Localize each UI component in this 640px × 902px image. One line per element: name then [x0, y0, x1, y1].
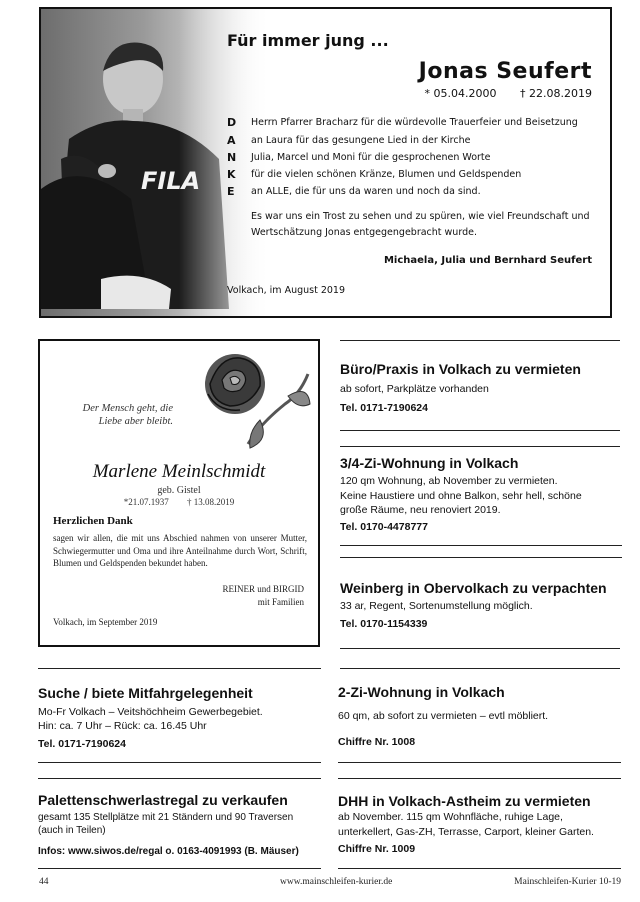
- place-date: Volkach, im August 2019: [227, 285, 346, 296]
- ad-contact: Tel. 0170-4478777: [340, 521, 428, 533]
- thanks-heading: Herzlichen Dank: [53, 515, 133, 527]
- divider: [38, 868, 321, 869]
- death-date: † 22.08.2019: [520, 87, 592, 100]
- ad-text: gesamt 135 Stellplätze mit 21 Ständern und 90 Traversen: [38, 812, 294, 823]
- ad-title: Büro/Praxis in Volkach zu vermieten: [340, 361, 581, 377]
- ad-text: Keine Haustiere und ohne Balkon, sehr hell, schöne: [340, 490, 582, 502]
- deceased-name: Jonas Seufert: [418, 59, 592, 84]
- thanks-text: sagen wir allen, die mit uns Abschied nahmen von unserer Mutter, Schwiegermutter und Oma und ihre Anteilnahme durch Wort, Schrift, Blumen und Geldspenden bekundet haben.: [53, 533, 307, 568]
- ad-text: Mo-Fr Volkach – Veitshöchheim Gewerbegebiet.: [38, 706, 263, 718]
- page-number: 44: [39, 877, 49, 887]
- ad-text: Hin: ca. 7 Uhr – Rück: ca. 16.45 Uhr: [38, 720, 207, 732]
- divider: [340, 545, 622, 546]
- danke-line: Herrn Pfarrer Bracharz für die würdevolle Trauerfeier und Beisetzung: [251, 117, 578, 128]
- ad-text: ab sofort, Parkplätze vorhanden: [340, 383, 489, 395]
- danke-letter: A: [227, 134, 236, 147]
- danke-line: für die vielen schönen Kränze, Blumen und Geldspenden: [251, 169, 522, 180]
- ad-text: (auch in Teilen): [38, 825, 106, 836]
- ad-text: 120 qm Wohnung, ab November zu vermieten.: [340, 475, 558, 487]
- danke-letter: K: [227, 168, 236, 181]
- signature-names: REINER und BIRGID: [222, 584, 304, 594]
- obituary-jonas: [39, 7, 612, 318]
- divider: [338, 868, 621, 869]
- divider: [340, 668, 620, 669]
- divider: [340, 446, 620, 447]
- ad-text: große Räume, neu renoviert 2019.: [340, 504, 501, 516]
- ad-text: 60 qm, ab sofort zu vermieten – evtl möbliert.: [338, 710, 549, 722]
- death-date: † 13.08.2019: [187, 497, 235, 507]
- signature-family: mit Familien: [257, 597, 304, 607]
- divider: [340, 557, 622, 558]
- ad-text: unterkellert, Gas-ZH, Terrasse, Carport, kleiner Garten.: [338, 826, 594, 838]
- life-dates: [405, 87, 592, 100]
- ad-contact: Infos: www.siwos.de/regal o. 0163-4091993 (B. Mäuser): [38, 846, 299, 857]
- memorial-photo: [41, 9, 271, 316]
- birth-date: *21.07.1937: [123, 497, 169, 507]
- ad-contact: Tel. 0171-7190624: [38, 738, 126, 750]
- ad-title: Palettenschwerlastregal zu verkaufen: [38, 792, 288, 808]
- signature: Michaela, Julia und Bernhard Seufert: [383, 255, 592, 266]
- danke-line: an Laura für das gesungene Lied in der Kirche: [251, 135, 471, 146]
- website-link[interactable]: www.mainschleifen-kurier.de: [280, 877, 393, 887]
- ad-title: DHH in Volkach-Astheim zu vermieten: [338, 793, 591, 809]
- birth-date: * 05.04.2000: [424, 87, 497, 100]
- danke-letter: D: [227, 116, 237, 129]
- divider: [38, 762, 321, 763]
- ad-contact: Tel. 0170-1154339: [340, 618, 428, 630]
- motto: Der Mensch geht, die Liebe aber bleibt.: [82, 403, 173, 427]
- birth-name: geb. Gistel: [157, 485, 201, 496]
- divider: [338, 778, 621, 779]
- ad-contact: Chiffre Nr. 1008: [338, 736, 416, 748]
- life-dates: [40, 497, 318, 507]
- gratitude-paragraph: Es war uns ein Trost zu sehen und zu spüren, wie viel Freundschaft und Wertschätzung Jonas entgegengebracht wurde.: [251, 211, 590, 238]
- divider: [340, 340, 620, 341]
- deceased-name: Marlene Meinlschmidt: [92, 461, 266, 482]
- divider: [338, 762, 621, 763]
- ad-contact: Chiffre Nr. 1009: [338, 843, 416, 855]
- place-date: Volkach, im September 2019: [53, 617, 158, 627]
- ad-title: 2-Zi-Wohnung in Volkach: [338, 684, 505, 700]
- danke-letter: E: [227, 185, 235, 198]
- heading: Für immer jung ...: [227, 31, 389, 50]
- danke-line: Julia, Marcel und Moni für die gesprochenen Worte: [251, 152, 491, 163]
- issue-label: Mainschleifen-Kurier 10-19: [514, 877, 621, 887]
- ad-title: Weinberg in Obervolkach zu verpachten: [340, 580, 607, 596]
- ad-text: ab November. 115 qm Wohnfläche, ruhige Lage,: [338, 811, 563, 823]
- young-man-portrait-image: [41, 9, 271, 316]
- divider: [38, 668, 321, 669]
- ad-contact: Tel. 0171-7190624: [340, 402, 428, 414]
- divider: [38, 778, 321, 779]
- obituary-marlene: [38, 339, 320, 647]
- danke-letter: N: [227, 151, 237, 164]
- divider: [340, 430, 620, 431]
- ad-title: Suche / biete Mitfahrgelegenheit: [38, 685, 253, 701]
- danke-line: an ALLE, die für uns da waren und noch da sind.: [251, 186, 481, 197]
- rose-icon: [190, 344, 315, 464]
- divider: [340, 648, 620, 649]
- ad-text: 33 ar, Regent, Sortenumstellung möglich.: [340, 600, 533, 612]
- ad-title: 3/4-Zi-Wohnung in Volkach: [340, 455, 519, 471]
